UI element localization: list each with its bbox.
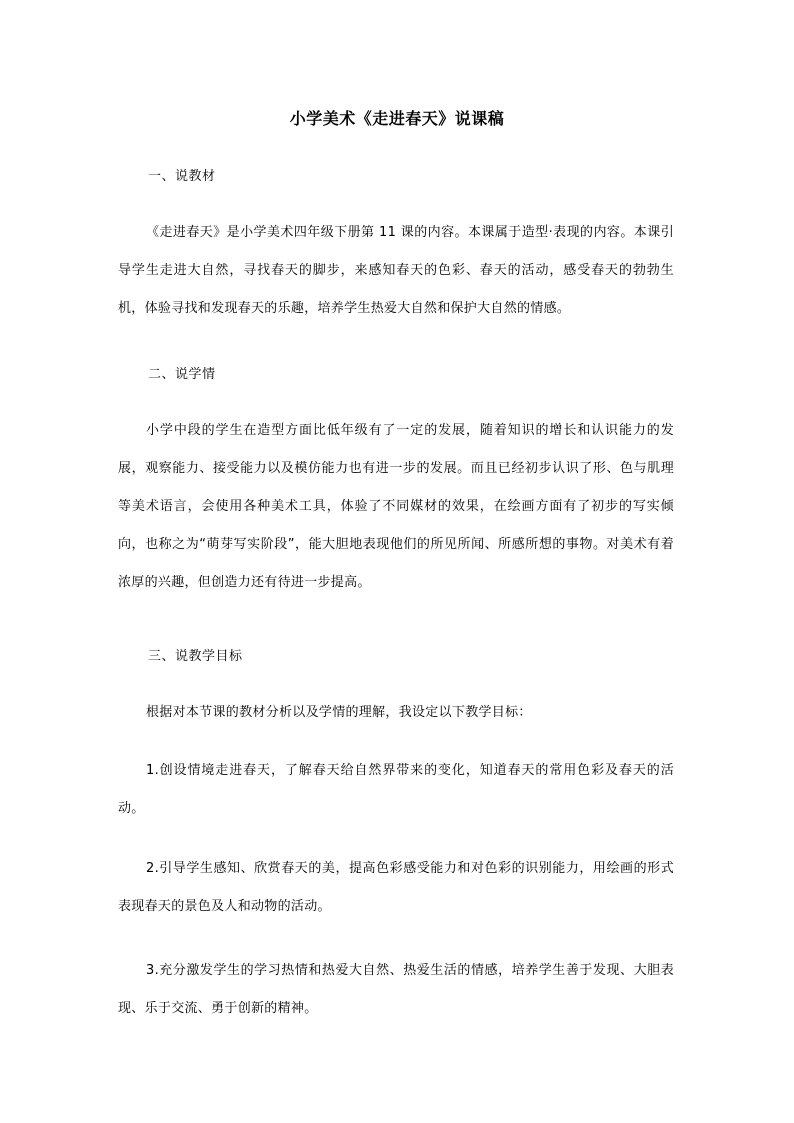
page-title: 小学美术《走进春天》说课稿 xyxy=(289,109,505,128)
paragraph-goal-3: 3.充分激发学生的学习热情和热爱大自然、热爱生活的情感，培养学生善于发现、大胆表现、乐于交流、勇于创新的精神。 xyxy=(118,963,674,1016)
paragraph-goal-1: 1.创设情境走进春天，了解春天给自然界带来的变化，知道春天的常用色彩及春天的活动。 xyxy=(118,763,674,816)
paragraph-learner-analysis: 小学中段的学生在造型方面比低年级有了一定的发展，随着知识的增长和认识能力的发展，观察能力、接受能力以及模仿能力也有进一步的发展。而且已经初步认识了形、色与肌理等美术语言，会使用各种美术工具，体验了不同媒材的效果，在绘画方面有了初步的写实倾向，也称之为“萌芽写实阶段”，能大胆地表现他们的所见所闻、所感所想的事物。对美术有着浓厚的兴趣，但创造力还有待进一步提高。 xyxy=(118,423,674,590)
paragraph-teaching-material: 《走进春天》是小学美术四年级下册第 11 课的内容。本课属于造型·表现的内容。本课引导学生走进大自然，寻找春天的脚步，来感知春天的色彩、春天的活动，感受春天的勃勃生机，体验寻找和发现春天的乐趣，培养学生热爱大自然和保护大自然的情感。 xyxy=(118,225,674,316)
section-heading-teaching-goals: 三、说教学目标 xyxy=(148,649,243,664)
section-heading-teaching-material: 一、说教材 xyxy=(148,169,216,184)
paragraph-goal-2: 2.引导学生感知、欣赏春天的美，提高色彩感受能力和对色彩的识别能力，用绘画的形式表现春天的景色及人和动物的活动。 xyxy=(118,861,674,914)
paragraph-goals-intro: 根据对本节课的教材分析以及学情的理解，我设定以下教学目标： xyxy=(146,705,532,720)
section-heading-learner-analysis: 二、说学情 xyxy=(148,367,216,382)
